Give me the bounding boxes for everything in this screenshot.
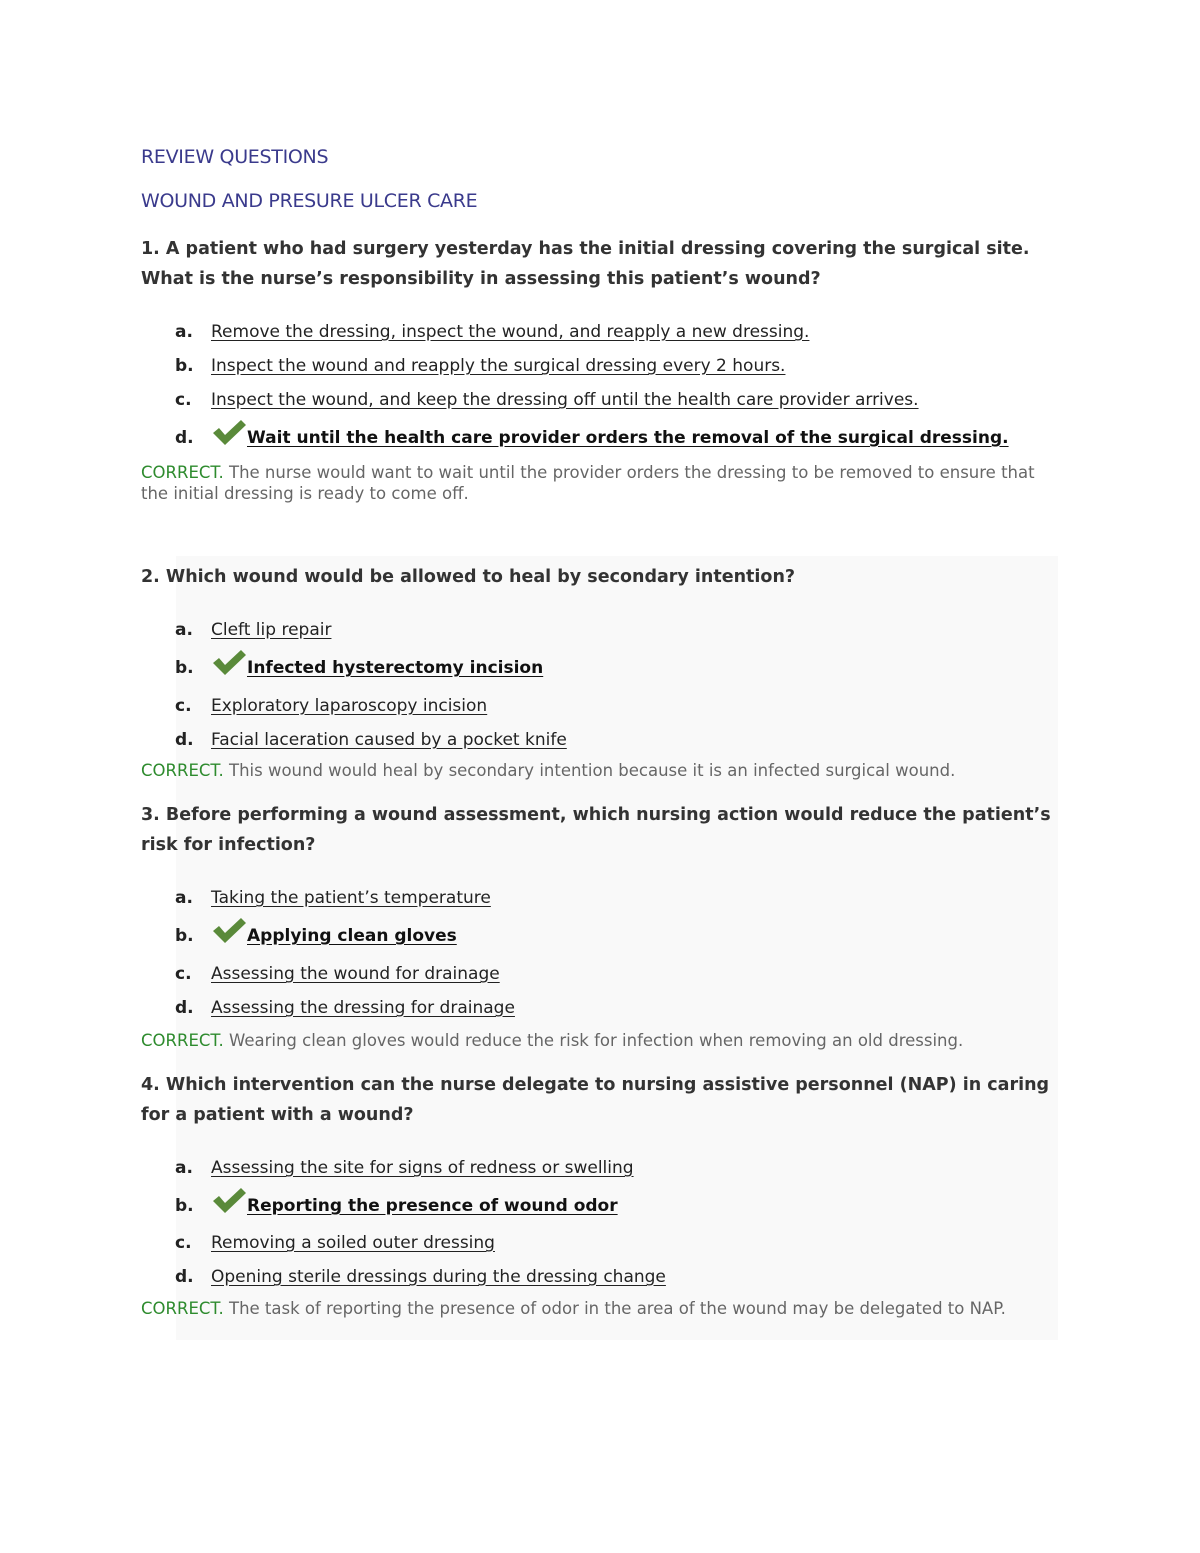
question-3: 3. Before performing a wound assessment, which nursing action would reduce the patient’s risk for infection? — [141, 805, 1051, 855]
option-text[interactable]: Removing a soiled outer dressing — [211, 1233, 495, 1253]
option-text[interactable]: Assessing the wound for drainage — [211, 964, 500, 984]
question-4: 4. Which intervention can the nurse delegate to nursing assistive personnel (NAP) in caring for a patient with a wound? — [141, 1075, 1050, 1125]
feedback-text: The nurse would want to wait until the provider orders the dressing to be removed to ensure that the initial dressing is ready to come off. — [141, 463, 1035, 503]
checkmark-icon — [211, 916, 247, 944]
option-text[interactable]: Inspect the wound, and keep the dressing off until the health care provider arrives. — [211, 390, 919, 410]
document-title: REVIEW QUESTIONS — [141, 146, 329, 168]
correct-label: CORRECT. — [141, 463, 224, 482]
correct-label: CORRECT. — [141, 761, 224, 780]
option-letter: b. — [175, 1196, 194, 1216]
option-text[interactable]: Taking the patient’s temperature — [211, 888, 491, 908]
option-text[interactable]: Facial laceration caused by a pocket knife — [211, 730, 567, 750]
option-letter: b. — [175, 658, 194, 678]
correct-label: CORRECT. — [141, 1031, 224, 1050]
option-letter: a. — [175, 620, 193, 640]
feedback-text: Wearing clean gloves would reduce the risk for infection when removing an old dressing. — [223, 1031, 964, 1050]
option-text[interactable]: Exploratory laparoscopy incision — [211, 696, 488, 716]
option-letter: c. — [175, 390, 192, 410]
feedback-4 — [141, 1298, 1046, 1319]
feedback-text: The task of reporting the presence of odor in the area of the wound may be delegated to NAP. — [223, 1299, 1006, 1318]
option-text[interactable]: Reporting the presence of wound odor — [247, 1196, 618, 1216]
option-letter: b. — [175, 356, 194, 376]
option-text[interactable]: Remove the dressing, inspect the wound, and reapply a new dressing. — [211, 322, 810, 342]
option-letter: c. — [175, 696, 192, 716]
checkmark-icon — [211, 1186, 247, 1214]
option-text[interactable]: Assessing the site for signs of redness or swelling — [211, 1158, 634, 1178]
option-text[interactable]: Cleft lip repair — [211, 620, 332, 640]
option-letter: d. — [175, 730, 194, 750]
option-text[interactable]: Opening sterile dressings during the dressing change — [211, 1267, 666, 1287]
feedback-3 — [141, 1030, 1046, 1051]
feedback-text: This wound would heal by secondary intention because it is an infected surgical wound. — [223, 761, 956, 780]
option-letter: d. — [175, 1267, 194, 1287]
document-subtitle: WOUND AND PRESURE ULCER CARE — [141, 190, 478, 212]
option-letter: c. — [175, 1233, 192, 1253]
option-letter: d. — [175, 998, 194, 1018]
option-letter: d. — [175, 428, 194, 448]
option-text[interactable]: Assessing the dressing for drainage — [211, 998, 515, 1018]
correct-label: CORRECT. — [141, 1299, 224, 1318]
option-letter: a. — [175, 1158, 193, 1178]
option-letter: a. — [175, 322, 193, 342]
option-text[interactable]: Wait until the health care provider orders the removal of the surgical dressing. — [247, 428, 1009, 448]
option-text[interactable]: Applying clean gloves — [247, 926, 457, 946]
option-text[interactable]: Inspect the wound and reapply the surgical dressing every 2 hours. — [211, 356, 786, 376]
option-letter: a. — [175, 888, 193, 908]
question-1: 1. A patient who had surgery yesterday has the initial dressing covering the surgical site. What is the nurse’s responsibility in assessing this patient’s wound? — [141, 239, 1030, 289]
feedback-2 — [141, 760, 1046, 781]
checkmark-icon — [211, 418, 247, 446]
feedback-1 — [141, 462, 1046, 504]
option-text[interactable]: Infected hysterectomy incision — [247, 658, 544, 678]
option-letter: b. — [175, 926, 194, 946]
option-letter: c. — [175, 964, 192, 984]
checkmark-icon — [211, 648, 247, 676]
question-2: 2. Which wound would be allowed to heal by secondary intention? — [141, 567, 796, 587]
